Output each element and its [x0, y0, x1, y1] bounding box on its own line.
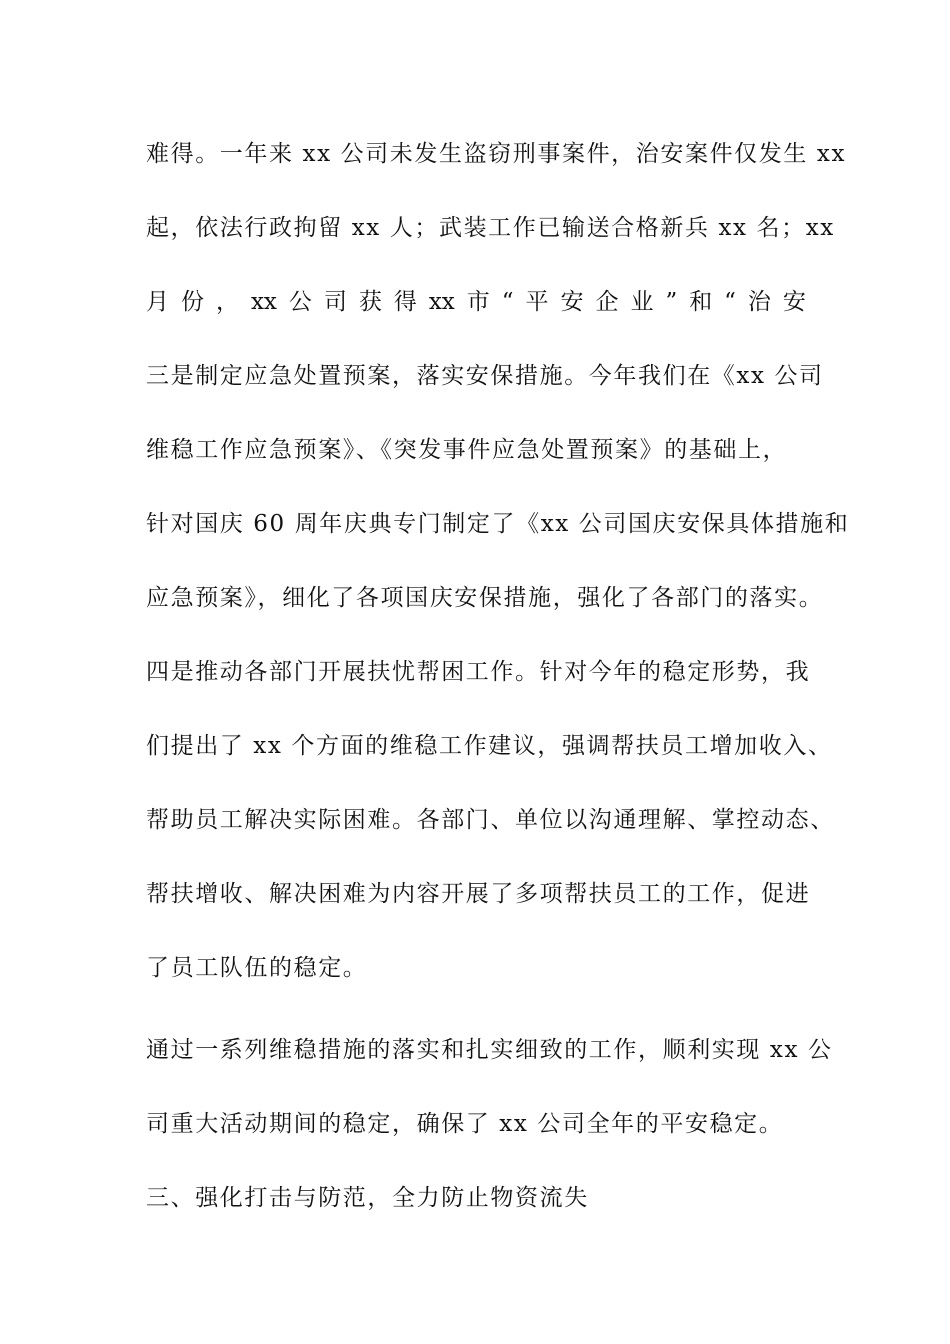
- text-token: 和: [689, 289, 713, 315]
- text-token: xx: [250, 289, 277, 315]
- text-token: ”: [665, 289, 678, 315]
- text-token: xx: [428, 289, 455, 315]
- text-token: 得: [393, 289, 417, 315]
- text-token: 企: [595, 289, 619, 315]
- text-token: 安: [782, 289, 806, 315]
- text-token: 安: [560, 289, 584, 315]
- text-token: 业: [630, 289, 654, 315]
- text-line-9: 们提出了 xx 个方面的维稳工作建议，强调帮扶员工增加收入、: [146, 733, 833, 759]
- text-line-14: 司重大活动期间的稳定，确保了 xx 公司全年的平安稳定。: [146, 1111, 784, 1137]
- text-token: 平: [525, 289, 549, 315]
- text-token: 获: [358, 289, 382, 315]
- text-line-3: [146, 287, 806, 317]
- section-heading: 三、强化打击与防范，全力防止物资流失: [146, 1185, 589, 1211]
- text-line-2: 起，依法行政拘留 xx 人；武装工作已输送合格新兵 xx 名；xx: [146, 215, 835, 241]
- text-line-10: 帮助员工解决实际困难。各部门、单位以沟通理解、掌控动态、: [146, 807, 835, 833]
- text-token: 司: [323, 289, 347, 315]
- text-token: ，: [215, 289, 239, 315]
- text-token: 治: [747, 289, 771, 315]
- text-line-11: 帮扶增收、解决困难为内容开展了多项帮扶员工的工作，促进: [146, 881, 811, 907]
- text-line-13: 通过一系列维稳措施的落实和扎实细致的工作，顺利实现 xx 公: [146, 1037, 833, 1063]
- text-line-8: 四是推动各部门开展扶忧帮困工作。针对今年的稳定形势，我: [146, 659, 811, 685]
- text-token: 份: [180, 289, 204, 315]
- text-line-4: 三是制定应急处置预案，落实安保措施。今年我们在《xx 公司: [146, 363, 824, 389]
- text-token: 公: [288, 289, 312, 315]
- text-line-1: 难得。一年来 xx 公司未发生盗窃刑事案件，治安案件仅发生 xx: [146, 141, 847, 167]
- text-token: 月: [146, 289, 169, 315]
- text-line-6: 针对国庆 60 周年庆典专门制定了《xx 公司国庆安保具体措施和: [146, 511, 850, 537]
- text-line-7: 应急预案》，细化了各项国庆安保措施，强化了各部门的落实。: [146, 585, 824, 611]
- text-token: 市: [466, 289, 490, 315]
- text-line-5: 维稳工作应急预案》、《突发事件应急处置预案》的基础上，: [146, 437, 788, 463]
- text-token: “: [501, 289, 514, 315]
- text-line-12: 了员工队伍的稳定。: [146, 955, 368, 981]
- text-token: “: [724, 289, 736, 315]
